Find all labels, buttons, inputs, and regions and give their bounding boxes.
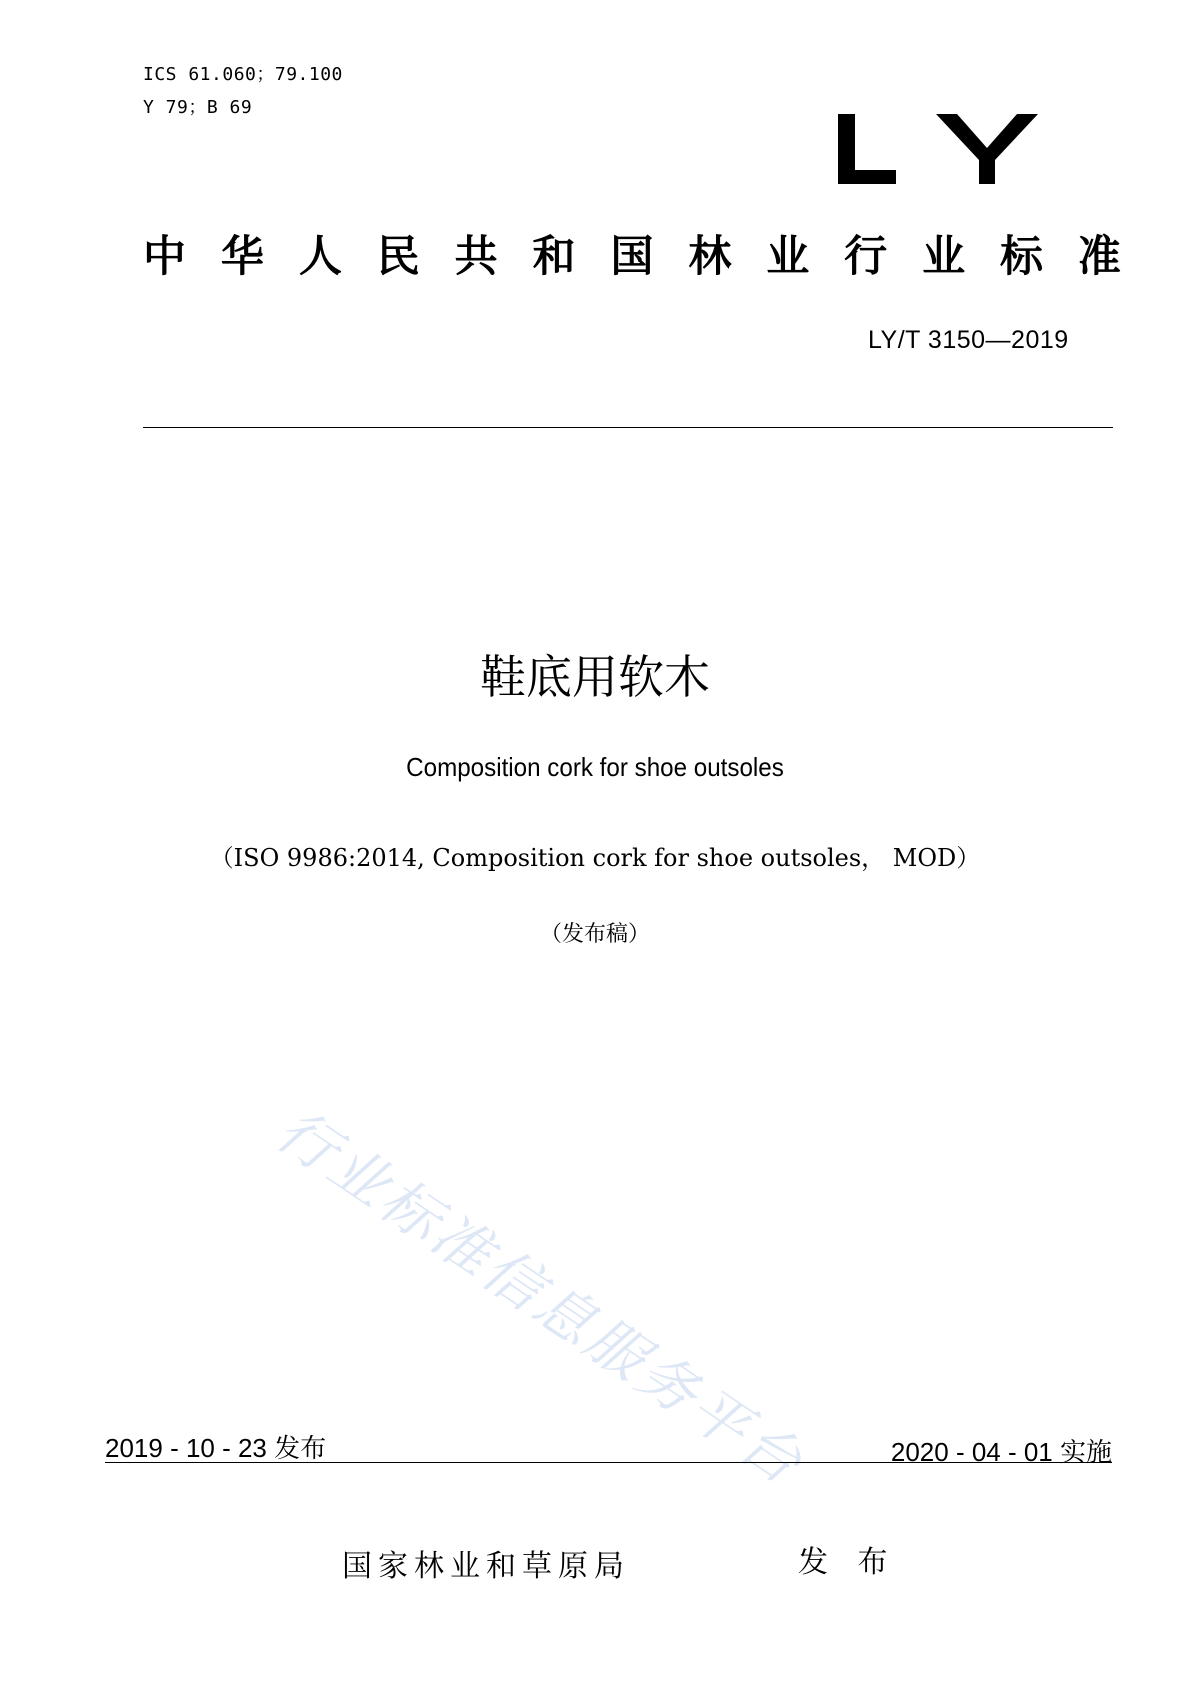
org-char: 人 [298,232,342,282]
org-char: 共 [454,232,498,282]
org-char: 林 [688,232,732,282]
ly-logo [838,110,1056,190]
standard-organization [143,232,1121,282]
implementation-date: 2020 - 04 - 01 实施 [890,1437,1112,1467]
issuing-authority: 国家林业和草原局 [342,1549,630,1584]
ics-code: ICS 61.060；79.100 [143,64,343,85]
standard-number: LY/T 3150—2019 [868,326,1069,354]
org-char: 业 [922,232,966,282]
org-char: 国 [610,232,654,282]
org-char: 行 [844,232,888,282]
org-char: 业 [766,232,810,282]
header-divider [143,427,1113,428]
title-english: Composition cork for shoe outsoles [406,752,784,782]
org-char: 中 [143,232,186,282]
issue-label: 发 布 [798,1545,898,1580]
org-char: 标 [999,232,1043,282]
org-char: 准 [1077,232,1121,282]
title-chinese: 鞋底用软木 [480,650,710,704]
org-char: 民 [376,232,420,282]
watermark: 行业标准信息服务平台 [264,1095,817,1499]
iso-reference: （ISO 9986:2014, Composition cork for shoe outsoles， MOD） [209,844,981,872]
draft-label: （发布稿） [539,922,650,947]
org-char: 华 [220,232,264,282]
footer-divider [105,1462,1112,1463]
issue-date: 2019 - 10 - 23 发布 [105,1433,327,1463]
classification-code: Y 79；B 69 [143,97,253,118]
org-char: 和 [532,232,576,282]
